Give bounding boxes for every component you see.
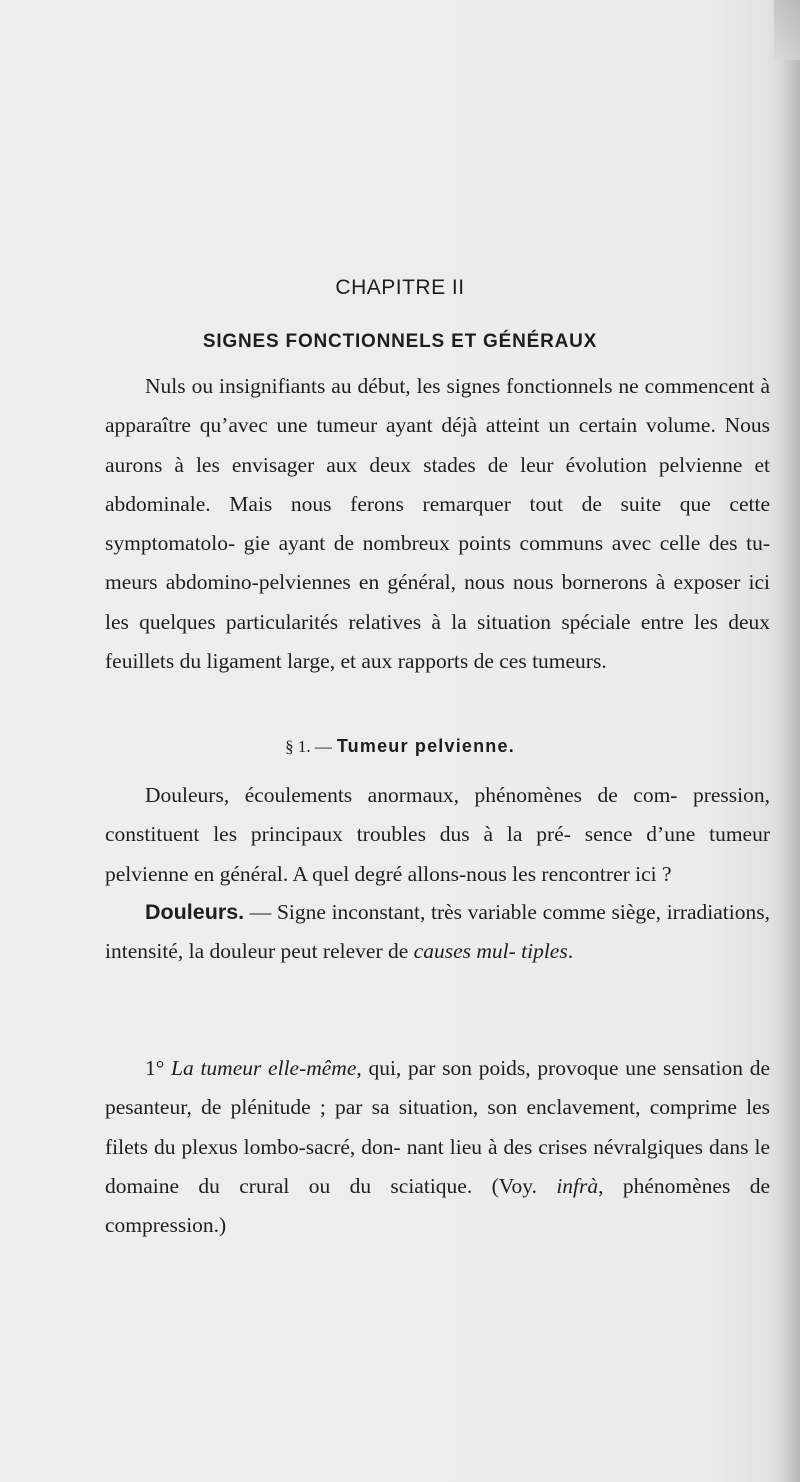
tumeur-text-end: , phénomènes de compression.) (105, 1173, 770, 1238)
subsection-number: § 1. — (285, 737, 332, 756)
paragraph-tumeur-elle-meme (105, 1049, 770, 1245)
tumeur-text: , qui, par son poids, provoque une sensation de pesanteur, de plénitude ; par sa situation, son enclavement, comprime les filets du plexus lombo-sacré, don- nant lieu à des crises névralgiques dans le domaine du crural ou du sciatique. (Voy. (105, 1056, 770, 1198)
paragraph-douleurs (105, 893, 770, 972)
subsection-title: Tumeur pelvienne. (336, 736, 515, 756)
douleurs-end: . (567, 939, 574, 964)
page-corner-wear (774, 0, 800, 60)
douleurs-text: — Signe inconstant, très variable comme siège, irradiations, intensité, la douleur peut relever de (105, 900, 770, 964)
chapter-heading: CHAPITRE II (335, 276, 465, 299)
douleurs-lead: Douleurs. (145, 900, 245, 924)
paragraph-troubles: Douleurs, écoulements anormaux, phénomènes de com- pression, constituent les principaux troubles dus à la pré- sence d’une tumeur pelvienne en général. A quel degré allons-nous les rencontrer ici ? (105, 783, 770, 886)
item-number: 1° (145, 1056, 172, 1080)
subsection-heading (0, 735, 800, 758)
douleurs-italic: causes mul- tiples (413, 939, 568, 964)
intro-paragraph: Nuls ou insignifiants au début, les signes fonctionnels ne commencent à apparaître qu’avec une tumeur ayant déjà atteint un certain volume. Nous aurons à les envisager aux deux stades de leur évolution pelvienne et abdominale. Mais nous ferons remarquer tout de suite que cette symptomatolo- gie ayant de nombreux points communs avec celle des tu- meurs abdomino-pelviennes en général, nous nous bornerons à exposer ici les quelques particularités relatives à la situation spéciale entre les deux feuillets du ligament large, et aux rapports de ces tumeurs. (105, 374, 770, 674)
section-title: SIGNES FONCTIONNELS ET GÉNÉRAUX (202, 331, 598, 352)
tumeur-italic: La tumeur elle-même (171, 1056, 357, 1080)
infra-italic: infrà (556, 1173, 599, 1198)
